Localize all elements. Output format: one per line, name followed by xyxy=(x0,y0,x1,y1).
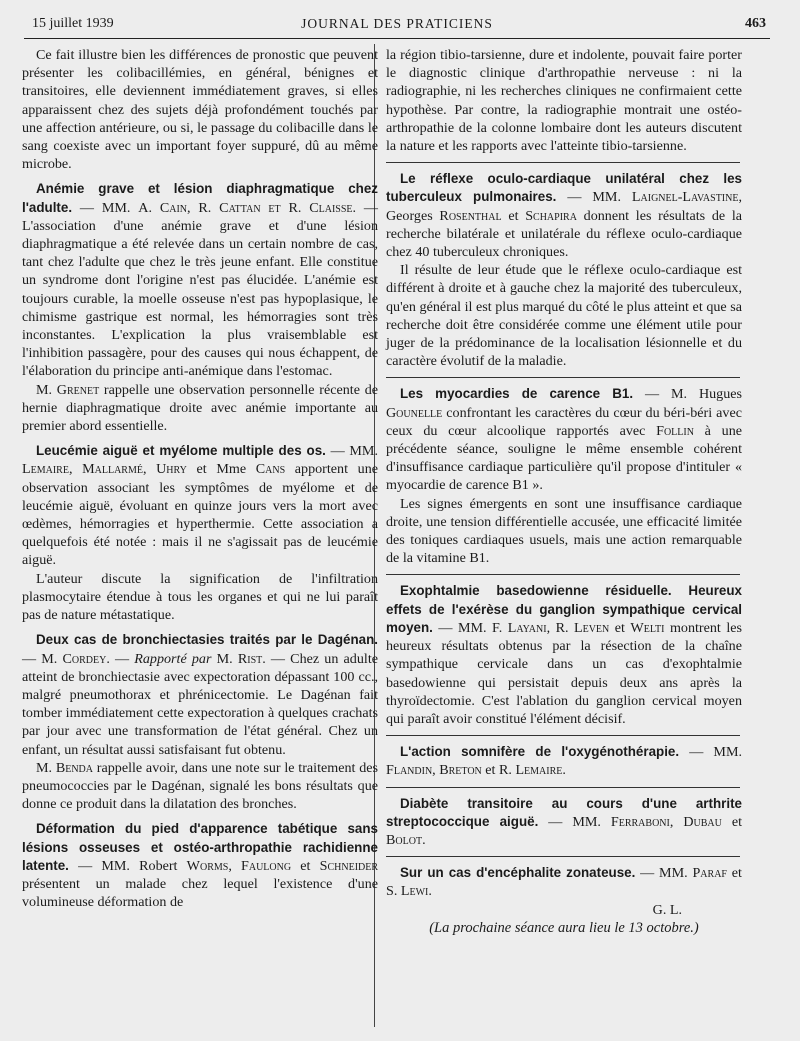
section-leucemie-discussion xyxy=(22,570,378,625)
author: Gounelle xyxy=(386,404,443,421)
section-encephalite xyxy=(386,864,742,900)
author: Cordey xyxy=(62,650,107,667)
author: Lewi xyxy=(400,883,429,900)
authors: Lemaire, Mallarmé, Uhry xyxy=(22,461,187,478)
section-title: Le réflexe oculo-cardiaque unilatéral chez les tuberculeux pulmonaires. xyxy=(386,171,742,205)
text-fragment: , Georges xyxy=(386,189,742,224)
section-anemie xyxy=(22,180,378,380)
issue-date: 15 juillet 1939 xyxy=(32,16,114,31)
section-title: Diabète transitoire au cours d'une arthrite streptococcique aiguë. xyxy=(386,795,742,829)
section-rule xyxy=(386,162,740,163)
text-fragment: et xyxy=(721,813,742,830)
section-title: Sur un cas d'encéphalite zonateuse. xyxy=(400,865,636,881)
paragraph-text: rappelle avoir, dans une note sur le traitement des pneumococcies par le Dagénan, signalé les bons résultats que donne ce produit dans la dilatation des bronches. xyxy=(22,759,378,813)
intro-paragraph xyxy=(22,46,378,173)
right-column xyxy=(386,46,742,937)
authors: Flandin, Breton xyxy=(386,762,482,779)
section-title: Les myocardies de carence B1. xyxy=(400,386,634,402)
running-header xyxy=(24,14,770,39)
text-fragment: — MM. xyxy=(325,443,378,460)
paragraph-text: L'auteur discute la signification de l'infiltration plasmocytaire étendue à tous les organes et qui ne lui paraît pas de nature métastatique. xyxy=(22,570,378,624)
text-fragment: et xyxy=(609,619,631,636)
continued-paragraph xyxy=(386,46,742,155)
section-rule xyxy=(386,377,740,378)
author: Schapira xyxy=(525,207,577,224)
text-fragment: et R. xyxy=(481,762,516,779)
section-title: Anémie grave et lésion diaphragmatique chez l'adulte. xyxy=(22,181,378,215)
page-number: 463 xyxy=(745,16,766,31)
text-fragment: — MM. xyxy=(679,744,742,761)
section-myocardies-signs xyxy=(386,495,742,568)
authors: F. Layani, R. Leven xyxy=(492,619,610,636)
paragraph-text: présentent un malade chez lequel l'existence d'une volumineuse déformation de xyxy=(22,875,378,911)
paragraph-text: rappelle une observation personnelle récente de hernie diaphragmatique droite avec anémie importante au premier abord essentielle. xyxy=(22,381,378,435)
paragraph-text: Il résulte de leur étude que le réflexe oculo-cardiaque est différent à droite et à gauche chez la majorité des tuberculeux, qu'en général il est plus marqué du côté le plus atteint et que sa recherche doit être considérée comme une élément utile pour juger de la prédominance de la localisation lésionnelle et du caractère évolutif de la maladie. xyxy=(386,262,742,370)
text-fragment: et xyxy=(501,207,526,224)
author: Grenet xyxy=(56,381,100,398)
paragraph-text: la région tibio-tarsienne, dure et indolente, pouvait faire porter le diagnostic clinique d'arthropathie nerveuse : ni la radiographie, ni les recherches cliniques ne confirmaient cette hypothèse. Par contre, la radiographie montrait une ostéo-arthropathie de la colonne lombaire dont les auteurs discutent la nature et les rapports avec l'atteinte tibio-tarsienne. xyxy=(386,47,742,155)
author: Follin xyxy=(656,422,694,439)
authors: Ferraboni, Dubau xyxy=(610,813,722,830)
author: Bolot xyxy=(386,831,423,848)
paragraph-text: apportent une observation associant les symptômes de myélome et de leucémie aiguë, évoluant en quinze jours vers la mort avec œdèmes, hémorragies et hyperthermie. Cette association a quelquefois été notée : mais il ne s'agissait pas de leucémie aiguë. xyxy=(22,461,378,569)
paragraph-text: . — Chez un adulte atteint de bronchiectasie avec expectoration dépassant 100 cc., malgré pneumothorax et phrénicectomie. Le Dagénan fait tomber immédiatement cette expectoration à quelques crachats par jour avec une transformation de l'état général. Chez un enfant, un résultat aussi satisfaisant fut obtenu. xyxy=(22,650,378,758)
paragraph-text: donnent les résultats de la recherche bilatérale et unilatérale du réflexe oculo-cardiaque chez 40 tuberculeux chroniques. xyxy=(386,207,743,261)
text-fragment: — M. Hugues xyxy=(633,386,742,403)
text-fragment: M. xyxy=(211,650,238,667)
section-title: L'action somnifère de l'oxygénothérapie. xyxy=(400,744,680,760)
authors: Worms, Faulong xyxy=(186,857,292,874)
text-fragment: M. xyxy=(36,759,56,776)
section-bronchiectasies-comment xyxy=(22,759,378,814)
section-rule xyxy=(386,574,740,575)
section-rule xyxy=(386,856,740,857)
left-column xyxy=(22,46,378,911)
author: Cans xyxy=(255,461,286,478)
author: Welti xyxy=(630,619,665,636)
text-fragment: — MM. xyxy=(432,619,493,636)
section-reflexe xyxy=(386,170,742,261)
section-rule xyxy=(386,787,740,788)
section-title: Deux cas de bronchiectasies traités par le Dagénan. xyxy=(36,632,378,648)
text-fragment: et S. xyxy=(386,865,742,900)
paragraph-text: Les signes émergents en sont une insuffisance cardiaque droite, une tension différentielle accusée, une efficacité limitée des toniques cardiaques usuels, mais une action remarquable de la vitamine B1. xyxy=(386,495,742,567)
text-fragment: et Mme xyxy=(186,461,256,478)
section-diabete xyxy=(386,795,742,850)
author: Paraf xyxy=(692,865,727,882)
text-fragment: — MM. xyxy=(538,813,611,830)
paragraph-text: à une précédente séance, souligne le même ensemble cohérent d'insuffisance cardiaque particulière qu'il propose d'intituler « myocardie de carence B1 ». xyxy=(386,422,743,494)
text-fragment: et xyxy=(291,857,320,874)
author: Rist xyxy=(237,650,263,667)
text-fragment: M. xyxy=(36,381,57,398)
section-deformation-pied xyxy=(22,820,378,911)
authors: A. Cain, R. Cattan et R. Claisse. xyxy=(138,199,357,216)
text-fragment: . — xyxy=(106,650,135,667)
text-fragment: — MM. xyxy=(556,189,632,206)
text-fragment: . xyxy=(428,883,432,900)
author: Rosenthal xyxy=(439,207,502,224)
author: Laignel-Lavastine xyxy=(631,189,739,206)
section-leucemie xyxy=(22,442,378,569)
text-fragment: — MM. Robert xyxy=(68,857,187,874)
paragraph-text: — L'association d'une anémie grave et d'une lésion diaphragmatique a été relevée dans un certain nombre de cas, tant chez l'adulte que chez le très jeune enfant. Elle constitue un syndrome dont l'origine n'est pas élucidée. L'anémie est toujours curable, la moelle osseuse n'est pas hypoplasique, le chimisme gastrique est normal, les hémorragies sont très inconstantes. L'explication la plus vraisemblable est l'inhibition passagère, pour des causes qui nous échappent, de l'élaboration du principe anti-anémique dans l'estomac. xyxy=(22,199,378,380)
journal-title: JOURNAL DES PRATICIENS xyxy=(301,16,493,31)
section-myocardies xyxy=(386,385,742,494)
section-title: Déformation du pied d'apparence tabétique sans lésions osseuses et ostéo-arthropathie rachidienne latente. xyxy=(22,821,378,873)
text-fragment: — M. xyxy=(22,650,63,667)
paragraph-text: confrontant les caractères du cœur du béri-béri avec ceux du cœur alcoolique rapportés avec xyxy=(386,404,742,439)
section-title: Exophtalmie basedowienne résiduelle. Heureux effets de l'exérèse du ganglion sympathique cervical moyen. xyxy=(386,583,742,635)
author: Benda xyxy=(55,759,94,776)
section-bronchiectasies xyxy=(22,631,378,758)
section-anemie-comment xyxy=(22,381,378,436)
text-fragment: — MM. xyxy=(72,199,139,216)
text-fragment: . xyxy=(562,762,566,779)
paragraph-text: Ce fait illustre bien les différences de pronostic que peuvent présenter les colibacillémies, en général, bénignes et transitoires, elle deviennent immédiatement graves, si elles apparaissent chez des sujets déjà profondément touchés par une affection antérieure, ou si, le passage du colibacille dans le sang coexiste avec un important foyer suppuré, dû au même microbe. xyxy=(22,47,378,173)
next-session-note: (La prochaine séance aura lieu le 13 octobre.) xyxy=(429,919,699,936)
reporter-label: Rapporté par xyxy=(134,650,212,667)
section-title: Leucémie aiguë et myélome multiple des os. xyxy=(36,443,326,459)
section-oxygenotherapie xyxy=(386,743,742,779)
author: Schneider xyxy=(319,857,379,874)
signature: G. L. xyxy=(652,901,682,918)
author: Lemaire xyxy=(515,762,563,779)
text-fragment: — MM. xyxy=(635,865,693,882)
section-rule xyxy=(386,735,740,736)
section-reflexe-results xyxy=(386,261,742,370)
paragraph-text: montrent les heureux résultats obtenus par la résection de la chaîne sympathique cervicale dans un cas d'exophtalmie basedowienne qui persistait depuis deux ans après la thyroïdectomie. C'est l'ablation du ganglion cervical moyen qui paraît avoir constitué l'élément décisif. xyxy=(386,619,742,727)
section-exophtalmie xyxy=(386,582,742,728)
text-fragment: . xyxy=(422,831,426,848)
